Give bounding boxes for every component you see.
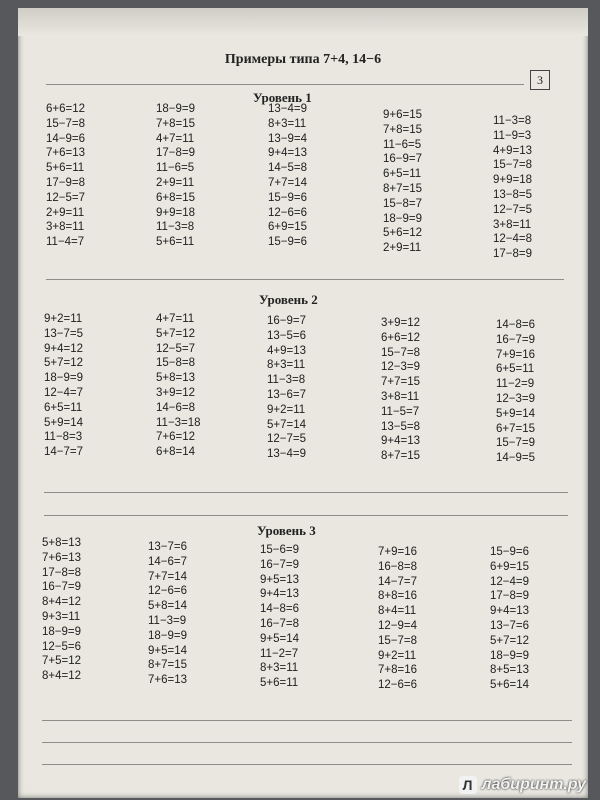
level-3-column-5 [490,545,529,693]
level-2-column-1 [44,312,83,460]
equation: 12−7=5 [267,433,307,446]
equation: 7+8=15 [383,123,423,136]
equation: 11−6=5 [383,138,422,151]
equation: 9+4=13 [268,147,308,160]
answer-line [42,764,572,765]
equation: 9+3=11 [42,610,81,623]
equation: 11−6=5 [156,162,195,175]
equation: 17−8=9 [156,147,196,160]
equation: 18−9=9 [44,372,84,385]
equation: 6+5=11 [496,363,535,376]
equation: 5+7=12 [490,634,530,647]
watermark-logo [459,776,586,794]
equation: 12−7=5 [493,203,533,216]
answer-line [44,492,568,493]
answer-line [42,720,572,721]
level-1-column-5 [493,114,532,262]
equation: 7+9=16 [378,546,418,558]
equation: 13−4=9 [267,448,307,461]
equation: 17−8=9 [490,590,530,603]
equation: 14−9=6 [46,132,86,145]
equation: 2+9=11 [156,176,195,189]
equation: 7+6=12 [156,431,196,444]
equation: 9+2=11 [267,403,306,416]
equation: 15−8=7 [383,197,423,210]
equation: 8+7=15 [383,182,423,195]
equation: 12−5=7 [46,191,86,204]
equation: 5+6=12 [383,227,423,240]
equation: 3+8=11 [381,390,420,403]
equation: 6+8=15 [156,191,196,204]
page-title: Примеры типа 7+4, 14−6 [224,52,382,67]
equation: 8+8=16 [378,590,418,603]
equation: 15−8=8 [156,357,196,370]
equation: 8+3=11 [260,662,299,675]
equation: 7+5=12 [42,655,82,668]
equation: 7+6=13 [46,147,86,160]
level-3-column-1 [42,536,81,684]
equation: 3+9=12 [156,386,196,399]
level-1-column-3 [268,102,307,250]
equation: 6+6=12 [46,103,86,115]
equation: 7+7=14 [268,176,308,189]
equation: 11−2=7 [260,647,299,660]
equation: 3+9=12 [381,317,421,329]
equation: 13−5=8 [381,420,421,433]
page-number: 3 [530,70,550,90]
equation: 5+7=12 [44,357,84,370]
level-3-column-2 [148,540,187,688]
equation: 13−6=7 [267,388,307,401]
equation: 7+6=13 [148,674,188,687]
level-1-column-4 [383,108,422,256]
equation: 4+9=13 [493,144,533,157]
equation: 13−5=6 [267,329,307,342]
answer-line [42,742,572,743]
equation: 4+9=13 [267,344,307,357]
level-3-column-4 [378,545,417,693]
equation: 14−8=6 [260,603,300,616]
level-1-column-1 [46,102,85,250]
equation: 12−4=9 [490,575,530,588]
equation: 15−7=8 [46,117,86,130]
level-1-heading: Уровень 1 [253,90,312,105]
equation: 5+6=11 [260,677,299,690]
equation: 11−8=3 [44,431,83,444]
equation: 18−9=9 [42,625,82,638]
equation: 13−7=5 [44,327,84,340]
equation: 7+8=15 [156,117,196,130]
equation: 5+7=14 [267,418,307,431]
equation: 9+9=18 [493,174,533,187]
equation: 12−3=9 [381,361,421,374]
equation: 2+9=11 [46,206,85,219]
level-1-column-2 [156,102,195,250]
equation: 3+8=11 [493,218,532,231]
equation: 11−4=7 [46,236,85,249]
equation: 7+8=16 [378,664,418,677]
equation: 8+4=12 [42,596,82,609]
equation: 9+4=12 [44,342,84,355]
equation: 14−7=7 [378,575,418,588]
equation: 9+4=13 [260,588,300,601]
equation: 14−7=7 [44,446,84,459]
equation: 15−9=6 [268,191,308,204]
equation: 12−3=9 [496,392,536,405]
equation: 6+7=15 [496,422,536,435]
equation: 6+6=12 [381,331,421,344]
equation: 15−7=8 [381,346,421,359]
equation: 15−7=8 [493,159,533,172]
equation: 17−9=8 [46,176,86,189]
equation: 11−3=8 [267,374,306,387]
equation: 5+9=14 [44,416,84,429]
equation: 18−9=9 [156,103,196,115]
level-2-column-2 [156,312,201,460]
equation: 5+6=11 [46,162,85,175]
equation: 8+5=13 [490,664,530,677]
equation: 6+5=11 [383,168,422,181]
workbook-page [18,8,588,798]
equation: 8+7=15 [381,450,421,463]
watermark-text: лабиринт.ру [481,776,586,793]
equation: 16−7=9 [260,558,300,571]
equation: 12−6=6 [378,679,418,692]
equation: 11−9=3 [493,129,532,142]
equation: 7+7=15 [381,376,421,389]
equation: 5+8=13 [42,537,82,549]
equation: 4+7=11 [156,132,195,145]
equation: 16−9=7 [267,315,307,327]
equation: 15−9=6 [268,236,308,249]
equation: 5+6=14 [490,679,530,692]
equation: 11−3=8 [156,221,195,234]
equation: 11−5=7 [381,405,420,418]
equation: 12−4=8 [493,233,533,246]
equation: 6+9=15 [490,560,530,573]
equation: 13−7=6 [148,541,188,553]
equation: 12−6=6 [268,206,308,219]
equation: 11−3=18 [156,416,201,429]
equation: 16−9=7 [383,153,423,166]
equation: 9+9=18 [156,206,196,219]
equation: 18−9=9 [148,629,188,642]
equation: 8+3=11 [267,359,306,372]
equation: 14−5=8 [268,162,308,175]
equation: 4+7=11 [156,313,195,325]
equation: 7+7=14 [148,570,188,583]
equation: 15−7=9 [496,437,536,450]
equation: 15−7=8 [378,634,418,647]
equation: 7+9=16 [496,348,536,361]
equation: 12−9=4 [378,619,418,632]
equation: 17−8=8 [42,566,82,579]
equation: 7+6=13 [42,551,82,564]
equation: 13−9=4 [268,132,308,145]
equation: 12−6=6 [148,585,188,598]
equation: 14−8=6 [496,319,536,331]
equation: 11−2=9 [496,378,535,391]
section-divider [46,279,564,280]
equation: 16−8=8 [378,560,418,573]
equation: 16−7=9 [496,333,536,346]
equation: 9+6=15 [383,109,423,121]
equation: 2+9=11 [383,242,422,255]
equation: 6+8=14 [156,446,196,459]
equation: 5+8=14 [148,600,188,613]
equation: 6+9=15 [268,221,308,234]
equation: 12−5=7 [156,342,196,355]
equation: 9+5=13 [260,573,300,586]
page-fold-shadow [18,8,588,36]
equation: 11−3=9 [148,614,187,627]
level-3-heading: Уровень 3 [257,523,316,538]
equation: 11−3=8 [493,115,532,127]
equation: 13−7=6 [490,619,530,632]
level-2-column-4 [381,316,420,464]
equation: 3+8=11 [46,221,85,234]
equation: 5+6=11 [156,236,195,249]
equation: 15−6=9 [260,544,300,556]
equation: 18−9=9 [383,212,423,225]
equation: 9+2=11 [378,649,417,662]
equation: 6+5=11 [44,401,83,414]
labyrinth-logo-icon: Л [459,776,477,794]
equation: 9+5=14 [148,644,188,657]
level-2-column-5 [496,318,535,466]
equation: 12−5=6 [42,640,82,653]
equation: 14−6=8 [156,401,196,414]
equation: 5+9=14 [496,407,536,420]
title-underline [46,84,524,85]
equation: 9+4=13 [381,435,421,448]
equation: 12−4=7 [44,386,84,399]
equation: 9+5=14 [260,632,300,645]
equation: 8+7=15 [148,659,188,672]
answer-line [44,515,568,516]
equation: 16−7=8 [260,617,300,630]
equation: 8+3=11 [268,117,307,130]
equation: 9+4=13 [490,605,530,618]
level-2-column-3 [267,314,306,462]
equation: 16−7=9 [42,581,82,594]
equation: 18−9=9 [490,649,530,662]
equation: 17−8=9 [493,248,533,261]
level-3-column-3 [260,543,299,691]
equation: 15−9=6 [490,546,530,558]
equation: 8+4=11 [378,605,417,618]
equation: 9+2=11 [44,313,83,325]
level-2-heading: Уровень 2 [259,292,318,307]
equation: 5+8=13 [156,372,196,385]
equation: 8+4=12 [42,670,82,683]
equation: 13−4=9 [268,103,308,115]
equation: 14−6=7 [148,555,188,568]
equation: 13−8=5 [493,188,533,201]
equation: 5+7=12 [156,327,196,340]
equation: 14−9=5 [496,452,536,465]
